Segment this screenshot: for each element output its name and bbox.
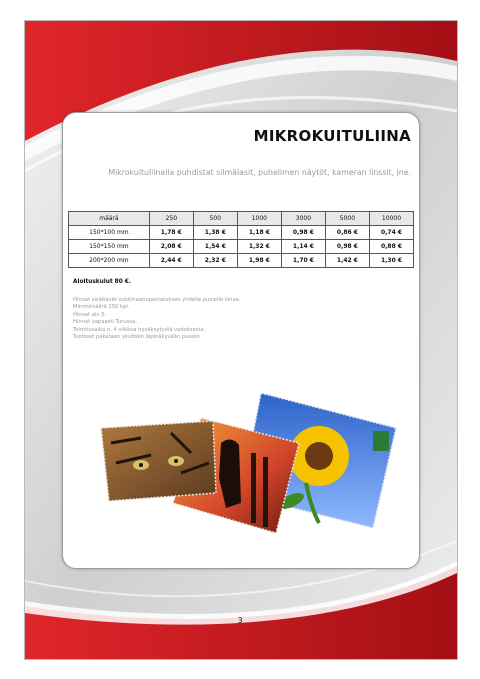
page-frame	[24, 20, 458, 660]
price-cell: 1,32 €	[237, 240, 281, 254]
price-cell: 1,54 €	[193, 240, 237, 254]
price-cell: 1,30 €	[369, 254, 413, 268]
table-header-row	[69, 212, 414, 226]
price-cell: 1,42 €	[325, 254, 369, 268]
page-subtitle: Mikrokuituliinalla puhdistat silmälasit, puhelimen näytöt, kameran linssit, jne.	[108, 168, 411, 177]
table-row	[69, 254, 414, 268]
page-title: MIKROKUITULIINA	[253, 127, 411, 145]
notes-list	[73, 297, 240, 341]
size-cell: 200*200 mm	[69, 254, 150, 268]
price-cell: 1,70 €	[281, 254, 325, 268]
price-cell: 1,18 €	[237, 226, 281, 240]
price-cell: 0,86 €	[325, 226, 369, 240]
note-item: Toimitusaika n. 4 viikkoa hyväksytystä vedoksesta.	[73, 326, 206, 333]
note-item: Tuotteet pakataan yksittäin läpinäkyvään pussiin.	[73, 334, 202, 341]
note-item: Minimimäärä 250 kpl.	[73, 304, 130, 311]
table-header-cell: 3000	[281, 212, 325, 226]
product-photo	[81, 383, 401, 533]
price-table	[68, 211, 414, 268]
table-header-cell: 10000	[369, 212, 413, 226]
size-cell: 150*150 mm	[69, 240, 150, 254]
price-cell: 0,98 €	[325, 240, 369, 254]
note-item: Hinnat sisältävät sublimaatiopainatuksen yhdelle puolelle liinaa.	[73, 297, 241, 303]
price-cell: 1,14 €	[281, 240, 325, 254]
price-cell: 0,74 €	[369, 226, 413, 240]
setup-cost: Aloituskulut 80 €.	[73, 279, 131, 285]
table-header-cell: 500	[193, 212, 237, 226]
price-cell: 1,38 €	[193, 226, 237, 240]
price-cell: 0,98 €	[281, 226, 325, 240]
note-item: Hinnat alv 0.	[73, 311, 107, 318]
table-header-cell: 5000	[325, 212, 369, 226]
table-header-cell: määrä	[69, 212, 150, 226]
content-card	[62, 112, 420, 569]
price-cell: 0,88 €	[369, 240, 413, 254]
note-item: Hinnat vapaasti Turussa.	[73, 319, 137, 326]
price-cell: 2,32 €	[193, 254, 237, 268]
tiger-cloth-image	[101, 421, 216, 501]
price-cell: 1,98 €	[237, 254, 281, 268]
table-header-cell: 250	[149, 212, 193, 226]
page-number: 3	[237, 616, 243, 625]
size-cell: 150*100 mm	[69, 226, 150, 240]
price-cell: 1,78 €	[149, 226, 193, 240]
price-cell: 2,08 €	[149, 240, 193, 254]
table-row	[69, 226, 414, 240]
price-cell: 2,44 €	[149, 254, 193, 268]
table-row	[69, 240, 414, 254]
table-header-cell: 1000	[237, 212, 281, 226]
